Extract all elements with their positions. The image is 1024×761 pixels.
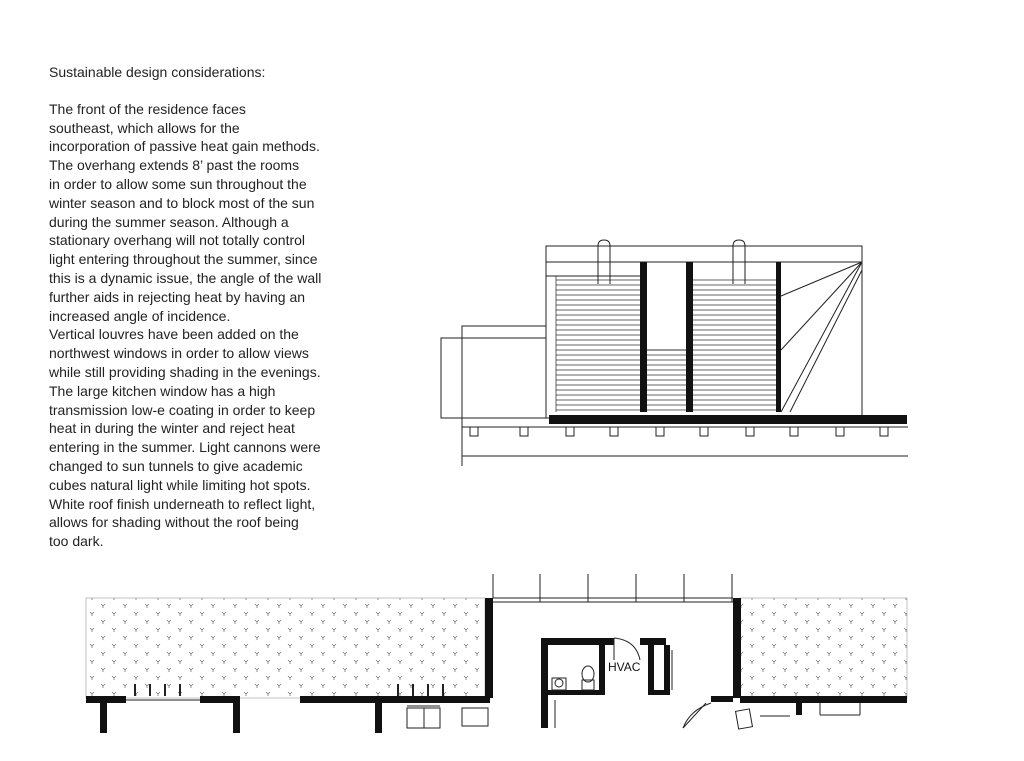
hvac-label: HVAC [608, 660, 641, 674]
entrance-canopy [493, 574, 733, 602]
planting-right [740, 598, 907, 698]
foundation [462, 427, 908, 456]
notes-body: The front of the residence faces southeast, which allows for the incorporation of passive heat gain methods. The overhang extends 8’ past the rooms in order to allow some sun throughout the winter season and to block most of the sun during the summer season. Although a stationary overhang will not totally control light entering throughout the summer, since this is a dynamic issue, the angle of the wall further aids in rejecting heat by having an increased angle of incidence. Vertical louvres have been added on the northwest windows in order to allow views while still providing shading in the evenings. The large kitchen window has a high transmission low-e coating in order to keep heat in during the winter and reject heat entering in the summer. Light cannons were changed to sun tunnels to give academic cubes natural light while limiting hot spots. White roof finish underneath to reflect light, allows for shading without the roof being too dark. [49, 100, 322, 550]
section-elevation [441, 240, 862, 466]
left-volume-outline [441, 338, 546, 418]
floor-plan [86, 574, 907, 733]
sun-tunnel-right [733, 240, 745, 262]
planting-left [86, 598, 485, 698]
notes-heading: Sustainable design considerations: [49, 64, 266, 80]
louvres [556, 276, 776, 412]
sun-tunnel-left [598, 240, 610, 262]
main-volume-outline [546, 246, 862, 418]
left-volume-inner [462, 326, 546, 418]
